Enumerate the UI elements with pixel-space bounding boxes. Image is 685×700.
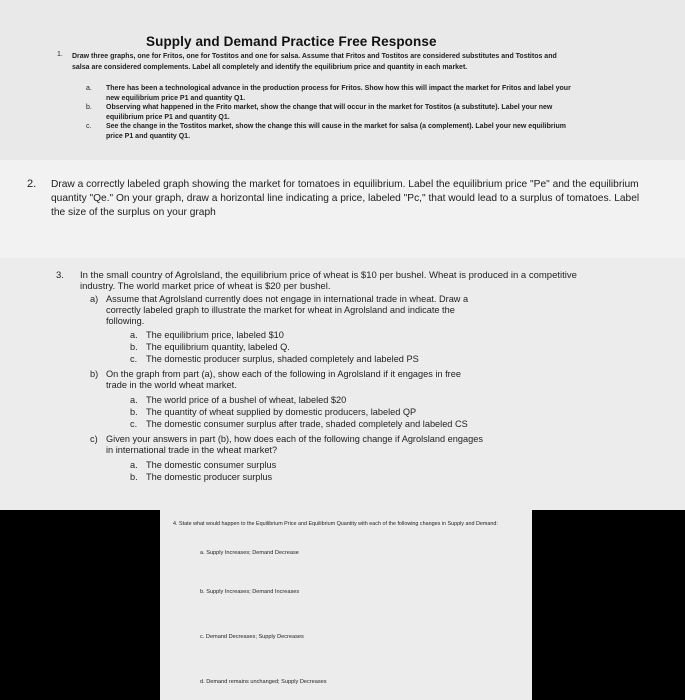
item-label: c.	[130, 354, 138, 364]
worksheet-page-4	[160, 510, 532, 700]
question-4-item-d: d. Demand remains unchanged; Supply Decreases	[200, 679, 327, 685]
question-3c-text-1: Given your answers in part (b), how does each of the following change if Agrolsland engages	[106, 434, 483, 444]
item-label: a.	[130, 460, 138, 470]
question-4-item-a: a. Supply Increases; Demand Decrease	[200, 550, 299, 556]
question-3a-label: a)	[90, 294, 99, 304]
question-3a-line-1	[90, 294, 468, 305]
question-3c-item-a	[130, 460, 276, 471]
question-3c-item-b	[130, 472, 272, 483]
question-3b-text-1: On the graph from part (a), show each of the following in Agrolsland if it engages in free	[106, 369, 461, 379]
item-text: The domestic producer surplus	[146, 472, 273, 482]
question-3a-line-2: correctly labeled graph to illustrate the market for wheat in Agrolsland and indicate the	[106, 305, 455, 315]
question-3c-line-1	[90, 434, 483, 445]
question-1c-label: c.	[86, 123, 92, 130]
question-3a-line-3: following.	[106, 316, 145, 326]
question-4-item-b: b. Supply Increases; Demand Increases	[200, 589, 300, 595]
question-3b-line-2: trade in the world wheat market.	[106, 380, 237, 390]
item-text: The domestic producer surplus, shaded completely and labeled PS	[146, 354, 419, 364]
question-3-number: 3.	[56, 270, 64, 281]
question-1c-text: See the change in the Tostitos market, show the change this will cause in the market for salsa (a complement). Label your new equilibrium price P1 and quantity Q1.	[106, 123, 567, 140]
question-4-text: 4. State what would happen to the Equilibrium Price and Equilibrium Quantity with each of the following changes in Supply and Demand:	[173, 521, 498, 527]
question-3a-text-1: Assume that Agrolsland currently does not engage in international trade in wheat. Draw a	[106, 294, 469, 304]
question-4-item-c: c. Demand Decreases; Supply Decreases	[200, 634, 304, 640]
item-text: The world price of a bushel of wheat, labeled $20	[146, 395, 347, 405]
item-text: The equilibrium price, labeled $10	[146, 330, 284, 340]
question-1-text: Draw three graphs, one for Fritos, one for Tostitos and one for salsa. Assume that Fritos and Tostitos are considered substitutes and Tostitos and salsa are considered complements. Label all completely and identify the equilibrium price and quantity in each market.	[72, 53, 557, 71]
question-1a-text: There has been a technological advance in the production process for Fritos. Show how this will impact the market for Fritos and label your new equilibrium price P1 and quantity Q1.	[106, 85, 571, 102]
question-3b-line-1	[90, 369, 461, 380]
question-1b-text: Observing what happened in the Frito market, show the change that will occur in the market for Tostitos (a substitute). Label your new equilibrium price P1 and quantity Q1.	[106, 104, 553, 121]
item-text: The equilibrium quantity, labeled Q.	[146, 342, 290, 352]
question-2-number: 2.	[27, 178, 37, 190]
question-1b-label: b.	[86, 104, 92, 111]
item-label: b.	[130, 472, 138, 482]
item-label: b.	[130, 342, 138, 352]
question-1a-label: a.	[86, 85, 92, 92]
question-3b-item-c	[130, 419, 468, 430]
item-label: a.	[130, 330, 138, 340]
question-3a-item-a	[130, 330, 284, 341]
question-3a-item-b	[130, 342, 290, 353]
item-text: The domestic consumer surplus	[146, 460, 277, 470]
item-label: c.	[130, 419, 138, 429]
question-2-text: Draw a correctly labeled graph showing the market for tomatoes in equilibrium. Label the equilibrium price "Pe" and the equilibrium quantity "Qe." On your graph, draw a horizontal line indicating a price, labeled "Pc," that would lead to a surplus of tomatoes. Label the size of the surplus on your graph	[51, 179, 640, 218]
question-1b	[86, 103, 576, 122]
worksheet-page-3	[0, 258, 685, 510]
question-3c-label: c)	[90, 434, 98, 444]
question-1c	[86, 122, 576, 141]
question-3-intro: In the small country of Agrolsland, the equilibrium price of wheat is $10 per bushel. Wheat is produced in a competitive industry. The world market price of wheat is $20 per bushel.	[80, 270, 577, 292]
question-1a	[86, 84, 576, 103]
worksheet-page-2	[0, 160, 685, 258]
item-text: The quantity of wheat supplied by domestic producers, labeled QP	[146, 407, 417, 417]
worksheet-title: Supply and Demand Practice Free Response	[146, 34, 437, 49]
question-3b-item-a	[130, 395, 346, 406]
question-1-number: 1.	[57, 51, 63, 58]
item-label: a.	[130, 395, 138, 405]
worksheet-page-1	[0, 0, 685, 160]
question-3b-label: b)	[90, 369, 99, 379]
question-3a-item-c	[130, 354, 419, 365]
question-3b-item-b	[130, 407, 416, 418]
item-label: b.	[130, 407, 138, 417]
item-text: The domestic consumer surplus after trade, shaded completely and labeled CS	[146, 419, 468, 429]
question-3c-line-2: in international trade in the wheat market?	[106, 445, 278, 455]
